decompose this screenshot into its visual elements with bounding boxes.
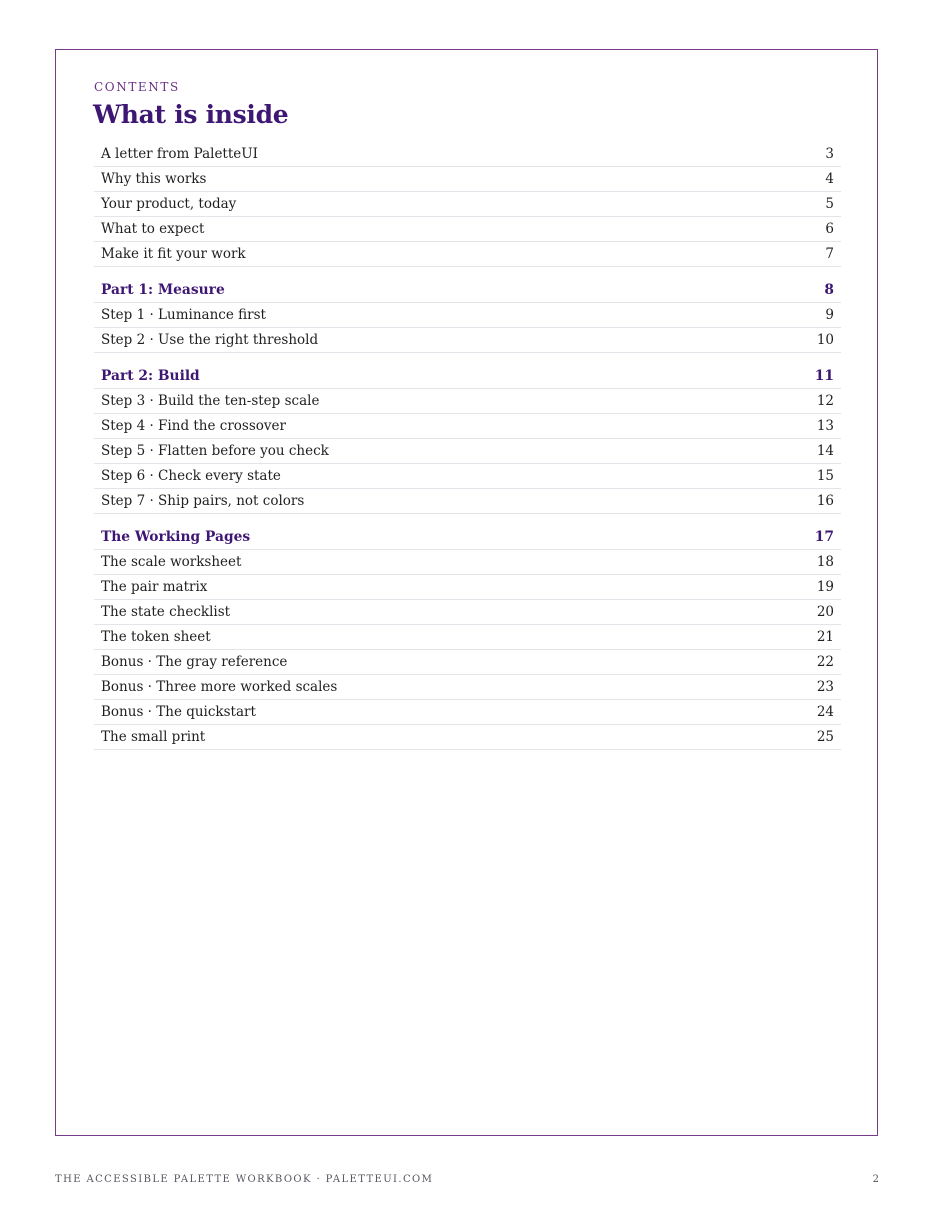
toc-entry-label: Why this works: [101, 171, 207, 187]
toc-entry-label: The pair matrix: [101, 579, 208, 595]
toc-entry-label: Step 4 · Find the crossover: [101, 418, 286, 434]
toc-entry-row[interactable]: [94, 725, 841, 750]
toc-entry-row[interactable]: [94, 217, 841, 242]
toc-entry-row[interactable]: [94, 600, 841, 625]
toc-page-number: 5: [825, 196, 834, 212]
toc-entry-row[interactable]: [94, 675, 841, 700]
toc-page-number: 20: [816, 604, 834, 620]
footer-page-number: 2: [872, 1174, 879, 1185]
toc-entry-label: Step 7 · Ship pairs, not colors: [101, 493, 305, 509]
toc-entry-label: The scale worksheet: [101, 554, 242, 570]
toc-entry-row[interactable]: [94, 167, 841, 192]
toc-page-number: 8: [824, 282, 834, 298]
toc-entry-row[interactable]: [94, 464, 841, 489]
toc-entry-label: Your product, today: [101, 196, 237, 212]
toc-page-number: 7: [825, 246, 834, 262]
toc-section-label: Part 1: Measure: [101, 282, 225, 298]
toc-section-label: The Working Pages: [101, 529, 251, 545]
toc-entry-label: Step 1 · Luminance first: [101, 307, 266, 323]
toc-page-number: 16: [816, 493, 834, 509]
toc-entry-row[interactable]: [94, 439, 841, 464]
toc-page-number: 6: [825, 221, 834, 237]
toc-entry-row[interactable]: [94, 575, 841, 600]
toc-entry-label: What to expect: [101, 221, 205, 237]
toc-entry-row[interactable]: [94, 550, 841, 575]
toc-page-number: 9: [825, 307, 834, 323]
toc-entry-label: Step 2 · Use the right threshold: [101, 332, 319, 348]
contents-kicker: CONTENTS: [94, 80, 180, 94]
toc-section-row[interactable]: [94, 267, 841, 303]
toc-page-number: 22: [816, 654, 834, 670]
toc-entry-row[interactable]: [94, 303, 841, 328]
toc-entry-row[interactable]: [94, 414, 841, 439]
toc-entry-label: Step 3 · Build the ten-step scale: [101, 393, 320, 409]
toc-page-number: 25: [816, 729, 834, 745]
toc-page-number: 24: [816, 704, 834, 720]
toc-entry-label: Bonus · The gray reference: [101, 654, 288, 670]
toc-entry-row[interactable]: [94, 389, 841, 414]
toc-entry-label: Make it fit your work: [101, 246, 246, 262]
table-of-contents: [94, 142, 841, 750]
toc-entry-label: Bonus · Three more worked scales: [101, 679, 338, 695]
toc-page-number: 17: [814, 529, 834, 545]
toc-page-number: 23: [816, 679, 834, 695]
toc-page-number: 10: [816, 332, 834, 348]
toc-entry-row[interactable]: [94, 650, 841, 675]
toc-page-number: 14: [816, 443, 834, 459]
toc-entry-label: Step 6 · Check every state: [101, 468, 281, 484]
toc-page-number: 21: [816, 629, 834, 645]
page-frame: [55, 49, 878, 1136]
toc-entry-row[interactable]: [94, 489, 841, 514]
toc-section-label: Part 2: Build: [101, 368, 200, 384]
toc-page-number: 4: [825, 171, 834, 187]
toc-entry-row[interactable]: [94, 328, 841, 353]
toc-entry-row[interactable]: [94, 700, 841, 725]
toc-page-number: 12: [816, 393, 834, 409]
toc-entry-row[interactable]: [94, 625, 841, 650]
toc-page-number: 19: [816, 579, 834, 595]
toc-entry-label: Bonus · The quickstart: [101, 704, 256, 720]
footer-book-title: THE ACCESSIBLE PALETTE WORKBOOK · PALETTEUI.COM: [55, 1174, 434, 1185]
toc-page-number: 3: [825, 146, 834, 162]
toc-entry-row[interactable]: [94, 242, 841, 267]
toc-entry-row[interactable]: [94, 192, 841, 217]
toc-section-row[interactable]: [94, 514, 841, 550]
toc-entry-label: The small print: [101, 729, 206, 745]
toc-page-number: 18: [816, 554, 834, 570]
toc-section-row[interactable]: [94, 353, 841, 389]
toc-page-number: 13: [816, 418, 834, 434]
page-title: What is inside: [93, 100, 289, 129]
toc-entry-label: The state checklist: [101, 604, 231, 620]
toc-entry-label: Step 5 · Flatten before you check: [101, 443, 329, 459]
toc-page-number: 15: [816, 468, 834, 484]
toc-entry-row[interactable]: [94, 142, 841, 167]
toc-entry-label: A letter from PaletteUI: [101, 146, 258, 162]
toc-entry-label: The token sheet: [101, 629, 211, 645]
toc-page-number: 11: [814, 368, 834, 384]
